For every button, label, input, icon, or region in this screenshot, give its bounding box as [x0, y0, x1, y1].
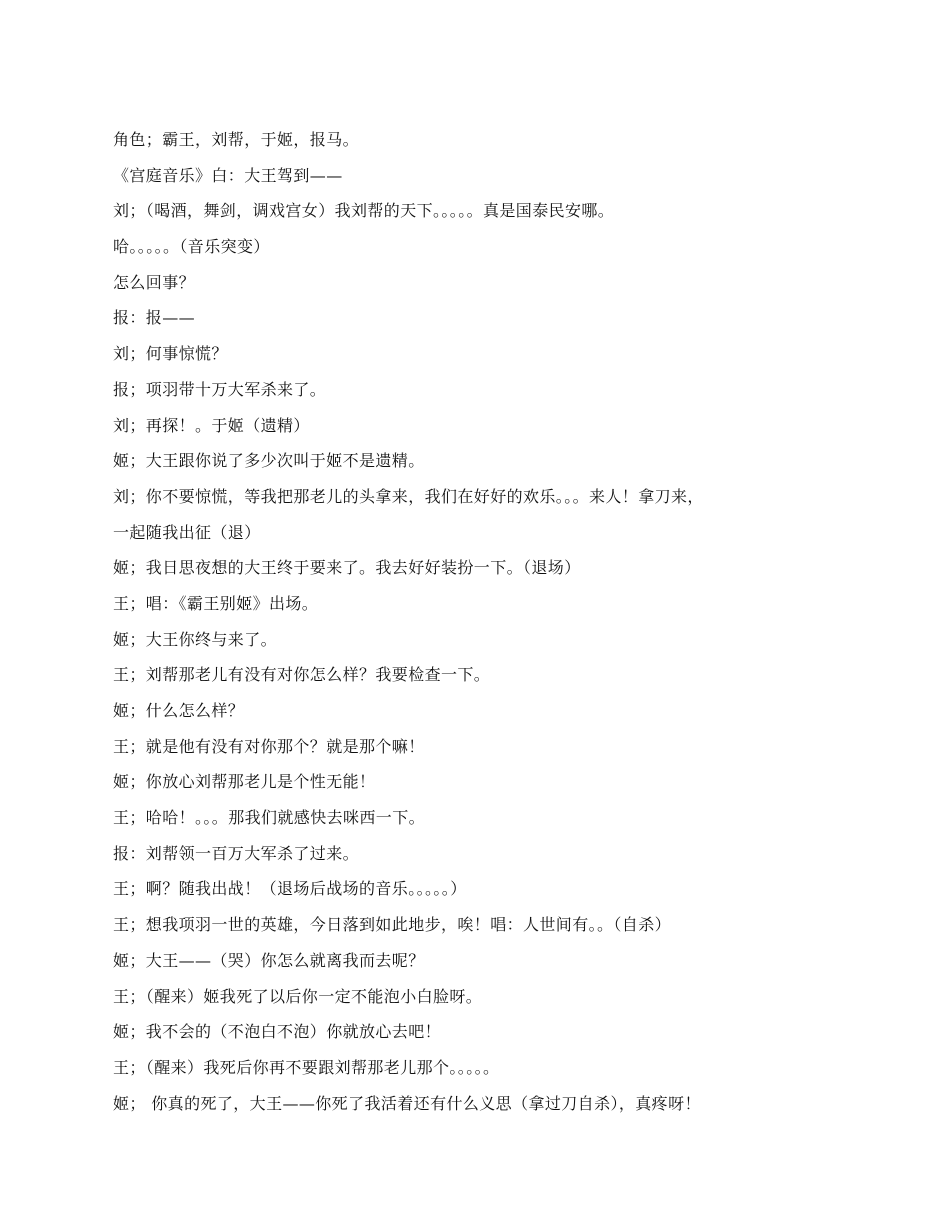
dialogue-line: 姬； 你真的死了，大王——你死了我活着还有什么义思（拿过刀自杀），真疼呀！ — [113, 1093, 701, 1113]
dialogue-line: 报：刘帮领一百万大军杀了过来。 — [113, 843, 360, 863]
dialogue-line: 报；项羽带十万大军杀来了。 — [113, 379, 327, 399]
dialogue-line: 王；刘帮那老儿有没有对你怎么样？我要检查一下。 — [113, 665, 491, 685]
dialogue-line: 王；就是他有没有对你那个？就是那个嘛！ — [113, 736, 425, 756]
dialogue-line: 姬；大王——（哭）你怎么就离我而去呢？ — [113, 950, 425, 970]
dialogue-line-continuation: 一起随我出征（退） — [113, 522, 261, 542]
dialogue-line: 王；唱：《霸王别姬》出场。 — [113, 593, 319, 613]
dialogue-line: 哈。。。。。（音乐突变） — [113, 237, 270, 257]
dialogue-line: 刘；何事惊慌？ — [113, 344, 228, 364]
dialogue-line: 怎么回事？ — [113, 272, 196, 292]
dialogue-line: 刘；再探！。于姬（遗精） — [113, 415, 310, 435]
dialogue-line: 王；（醒来）姬我死了以后你一定不能泡小白脸呀。 — [113, 986, 483, 1006]
dialogue-line: 王；想我项羽一世的英雄，今日落到如此地步，唉！唱：人世间有。。（自杀） — [113, 915, 672, 935]
dialogue-line: 姬；大王你终与来了。 — [113, 629, 278, 649]
dialogue-line: 王；（醒来）我死后你再不要跟刘帮那老儿那个。。。。。 — [113, 1057, 500, 1077]
dialogue-line: 姬；大王跟你说了多少次叫于姬不是遗精。 — [113, 451, 425, 471]
dialogue-line: 刘；你不要惊慌，等我把那老儿的头拿来，我们在好好的欢乐。。。来人！拿刀来， — [113, 486, 704, 506]
dialogue-line: 姬；你放心刘帮那老儿是个性无能！ — [113, 772, 376, 792]
line-roles: 角色；霸王，刘帮，于姬，报马。 — [113, 130, 360, 149]
dialogue-line: 报：报—— — [113, 308, 196, 328]
dialogue-line: 姬；什么怎么样？ — [113, 701, 245, 720]
dialogue-line: 姬；我日思夜想的大王终于要来了。我去好好装扮一下。（退场） — [113, 558, 581, 578]
dialogue-line: 王；哈哈！。。。那我们就感快去咪西一下。 — [113, 808, 426, 828]
script-body — [113, 122, 803, 1121]
line-palace-music: 《宫庭音乐》白：大王驾到—— — [113, 165, 343, 185]
dialogue-line: 姬；我不会的（不泡白不泡）你就放心去吧！ — [113, 1022, 442, 1042]
dialogue-line: 王；啊？随我出战！（退场后战场的音乐。。。。。） — [113, 879, 467, 899]
dialogue-line: 刘；（喝酒，舞剑，调戏宫女）我刘帮的天下。。。。。真是国泰民安哪。 — [113, 201, 615, 221]
